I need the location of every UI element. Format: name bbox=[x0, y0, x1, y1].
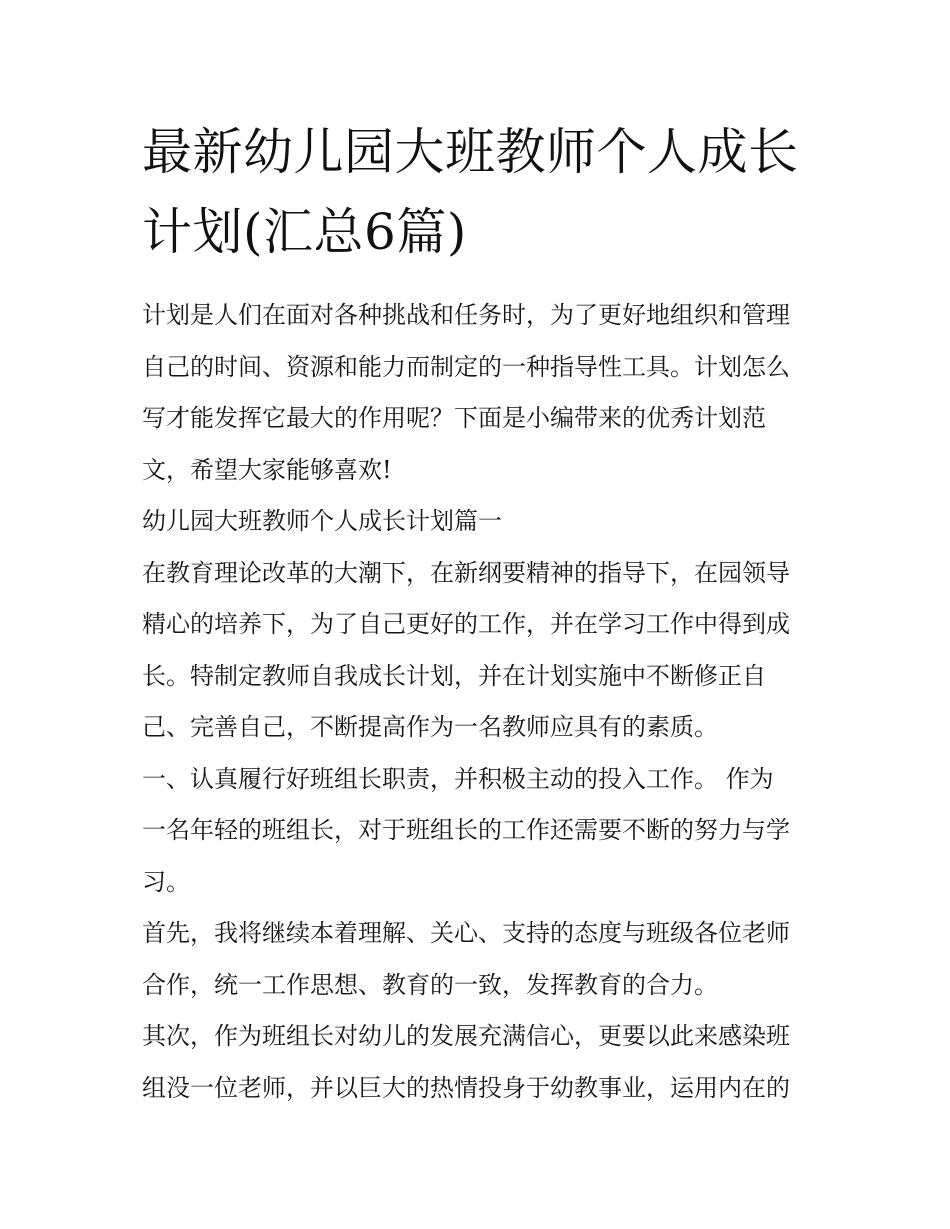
paragraph-line: 长。特制定教师自我成长计划，并在计划实施中不断修正自 bbox=[142, 661, 766, 690]
document-title bbox=[142, 112, 812, 272]
section-heading-text: 幼儿园大班教师个人成长计划篇一 bbox=[142, 507, 502, 535]
paragraph-line: 精心的培养下，为了自己更好的工作，并在学习工作中得到成 bbox=[142, 610, 790, 638]
paragraph-line: 在教育理论改革的大潮下，在新纲要精神的指导下，在园领导 bbox=[142, 558, 790, 587]
paragraph-line: 己、完善自己，不断提高作为一名教师应具有的素质。 bbox=[142, 713, 718, 741]
title-line: 计划(汇总6篇) bbox=[142, 203, 467, 261]
title-line: 最新幼儿园大班教师个人成长 bbox=[142, 123, 799, 181]
body-paragraph bbox=[142, 1011, 812, 1114]
paragraph-line: 组没一位老师，并以巨大的热情投身于幼教事业，运用内在的 bbox=[142, 1073, 790, 1102]
paragraph-line: 写才能发挥它最大的作用呢？下面是小编带来的优秀计划范 bbox=[142, 404, 766, 432]
paragraph-line: 首先，我将继续本着理解、关心、支持的态度与班级各位老师 bbox=[142, 919, 790, 947]
section-heading bbox=[142, 496, 812, 548]
document-body bbox=[142, 290, 812, 1114]
paragraph-line: 计划是人们在面对各种挑战和任务时，为了更好地组织和管理 bbox=[142, 301, 790, 329]
intro-paragraph bbox=[142, 290, 812, 496]
paragraph-line: 自己的时间、资源和能力而制定的一种指导性工具。计划怎么 bbox=[142, 352, 790, 381]
paragraph-line: 习。 bbox=[142, 867, 190, 896]
paragraph-line: 其次，作为班组长对幼儿的发展充满信心，更要以此来感染班 bbox=[142, 1022, 790, 1050]
body-paragraph bbox=[142, 548, 812, 754]
paragraph-line: 文，希望大家能够喜欢! bbox=[142, 455, 392, 484]
paragraph-line: 一名年轻的班组长，对于班组长的工作还需要不断的努力与学 bbox=[142, 816, 790, 844]
paragraph-line: 一、认真履行好班组长职责，并积极主动的投入工作。 作为 bbox=[142, 764, 774, 793]
document-content bbox=[142, 112, 812, 1114]
body-paragraph bbox=[142, 754, 812, 909]
paragraph-line: 合作，统一工作思想、教育的一致，发挥教育的合力。 bbox=[142, 970, 718, 999]
body-paragraph bbox=[142, 908, 812, 1011]
